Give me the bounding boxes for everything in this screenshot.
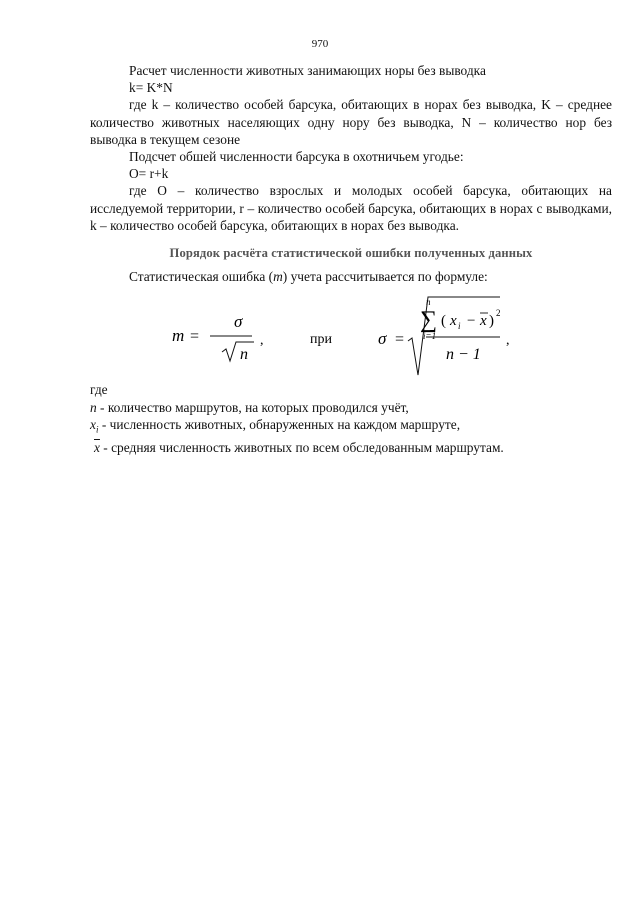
paragraph-total-count: Подсчет обшей численности барсука в охотничьем угодье: — [129, 149, 464, 165]
page-content — [90, 62, 612, 456]
paragraph-title-burrows: Расчет численности животных занимающих норы без выводка — [129, 63, 486, 78]
formula-n-denom: n — [240, 346, 248, 364]
formula-pri: при — [310, 332, 332, 348]
def-xbar-text: - средняя численность животных по всем обследованным маршрутам. — [99, 439, 504, 455]
definition-xbar — [90, 439, 612, 456]
formula-svg — [90, 289, 612, 381]
formula-o: O= r+k — [129, 166, 169, 182]
definition-n — [90, 399, 612, 416]
page-number: 970 — [311, 38, 329, 50]
formula-sigma-num: σ — [234, 312, 243, 332]
intro-before: Статистическая ошибка ( — [129, 269, 274, 285]
formula-sqrt-n — [222, 342, 254, 364]
intro-after: ) учета рассчитывается по формуле: — [282, 269, 488, 285]
paragraph-o-definition: где O – количество взрослых и молодых особей барсука, обитающих на исследуемой территории, r – количество особей барсука, обитающих в норах с выводками, k – количество особей барсука, обитающих в норах без выводка. — [90, 183, 612, 233]
formula-paren-close: ) — [489, 313, 494, 330]
def-xi-sub: i — [95, 424, 99, 435]
formula-denominator: n − 1 — [446, 346, 481, 364]
formula-comma-1: , — [260, 333, 264, 349]
formula-sum-sign: ∑ — [420, 307, 438, 334]
section-heading: Порядок расчёта статистической ошибки полученных данных — [169, 246, 533, 261]
formula-block — [90, 289, 612, 381]
formula-comma-2: , — [506, 333, 510, 349]
formula-minus: − — [467, 313, 476, 330]
def-xi-var: x — [90, 416, 96, 432]
formula-paren-open: ( — [441, 313, 446, 330]
formula-xi: x — [450, 313, 457, 330]
def-xbar-var: $\overline{x}$ — [94, 439, 100, 455]
formula-m-lhs: m — [172, 326, 185, 346]
def-xi-text: - численность животных, обнаруженных на каждом маршруте, — [98, 416, 461, 432]
formula-sum-upper: n — [426, 297, 431, 308]
definitions-gde: где — [90, 382, 108, 398]
formula-sum-lower: i=1 — [423, 331, 437, 342]
formula-k: k= K*N — [129, 80, 173, 96]
intro-var-m: m — [273, 269, 283, 285]
definition-xi — [90, 416, 612, 439]
formula-xbar: x — [480, 313, 487, 330]
formula-sigma-lhs: σ — [378, 329, 387, 349]
formula-equals-2: = — [395, 331, 405, 349]
formula-xi-sub: i — [458, 321, 461, 332]
paragraph-error-intro — [90, 268, 612, 285]
def-n-text: - количество маршрутов, на которых проводился учёт, — [96, 399, 409, 415]
formula-power: 2 — [496, 308, 501, 319]
paragraph-k-definition: где k – количество особей барсука, обитающих в норах без выводка, K – среднее количество животных населяющих одну нору без выводка, N – количество нор без выводка в текущем сезоне — [90, 97, 612, 147]
formula-equals-1: = — [190, 328, 200, 346]
def-n-var: n — [90, 399, 97, 415]
